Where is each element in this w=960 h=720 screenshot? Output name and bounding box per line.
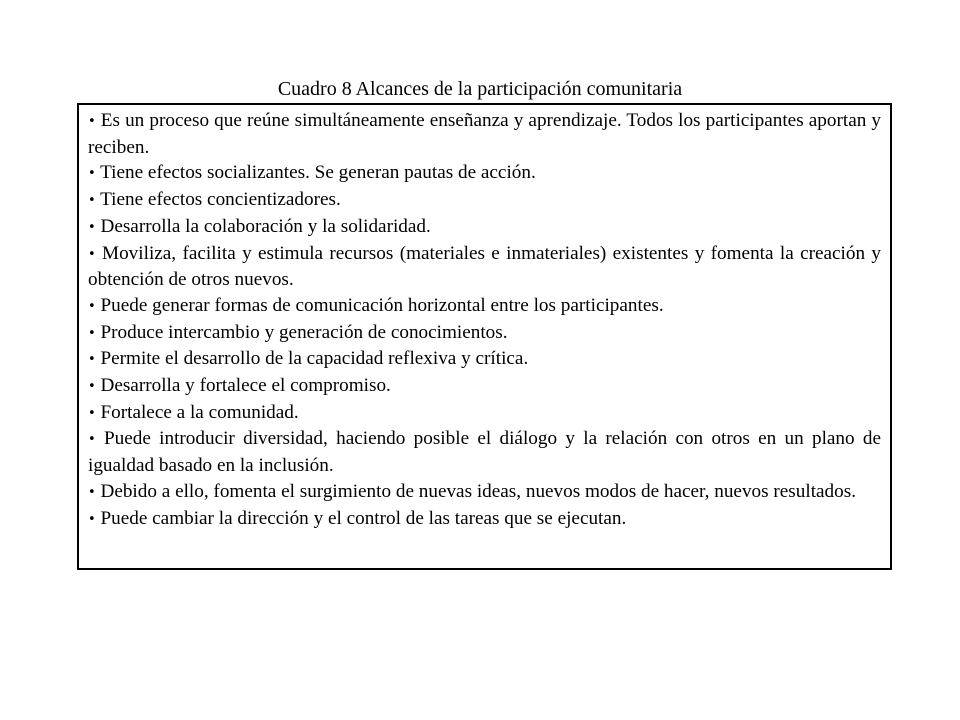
bullet-icon: • xyxy=(88,379,96,395)
list-item xyxy=(88,373,881,400)
list-item xyxy=(88,214,881,241)
list-item xyxy=(88,400,881,427)
list-item xyxy=(88,320,881,347)
list-item-text: Puede cambiar la dirección y el control de las tareas que se ejecutan. xyxy=(100,507,627,529)
list-item-text: Puede generar formas de comunicación horizontal entre los participantes. xyxy=(100,294,664,316)
list-item-text: Puede introducir diversidad, haciendo posible el diálogo y la relación con otros en un plano de igualdad basado en la inclusión. xyxy=(88,428,882,477)
bullet-icon: • xyxy=(88,193,96,209)
list-item xyxy=(88,479,881,506)
list-item-text: Fortalece a la comunidad. xyxy=(100,401,299,423)
list-item-text: Desarrolla y fortalece el compromiso. xyxy=(100,375,391,397)
bullet-icon: • xyxy=(88,246,96,262)
bullet-icon: • xyxy=(88,432,96,448)
list-item xyxy=(88,241,881,293)
list-item-text: Permite el desarrollo de la capacidad reflexiva y crítica. xyxy=(100,348,529,370)
list-item xyxy=(88,293,881,320)
bullet-icon: • xyxy=(88,484,96,500)
list-item-text: Desarrolla la colaboración y la solidaridad. xyxy=(100,215,431,237)
list-item-text: Moviliza, facilita y estimula recursos (materiales e inmateriales) existentes y fomenta la creación y obtención de otros nuevos. xyxy=(88,242,881,291)
table-caption: Cuadro 8 Alcances de la participación comunitaria xyxy=(277,78,683,100)
bullet-icon: • xyxy=(88,114,96,129)
list-item-text: Produce intercambio y generación de conocimientos. xyxy=(100,321,508,343)
list-item-text: Es un proceso que reúne simultáneamente enseñanza y aprendizaje. Todos los participantes aportan y reciben. xyxy=(88,110,881,158)
list-item xyxy=(88,506,881,533)
list-item xyxy=(88,160,881,187)
list-item xyxy=(88,187,881,214)
list-item-text: Debido a ello, fomenta el surgimiento de nuevas ideas, nuevos modos de hacer, nuevos resultados. xyxy=(100,480,856,502)
list-item-text: Tiene efectos concientizadores. xyxy=(100,189,341,211)
bullet-icon: • xyxy=(88,325,96,341)
bullet-icon: • xyxy=(88,298,96,314)
bullet-icon: • xyxy=(88,166,96,182)
list-item xyxy=(88,108,881,160)
bullet-icon: • xyxy=(88,511,96,527)
list-item xyxy=(88,426,881,478)
bullet-icon: • xyxy=(88,405,96,421)
bordered-box xyxy=(77,103,892,570)
bullet-list xyxy=(88,108,881,532)
bullet-icon: • xyxy=(88,219,96,235)
list-item-text: Tiene efectos socializantes. Se generan pautas de acción. xyxy=(100,162,536,184)
list-item xyxy=(88,346,881,373)
bullet-icon: • xyxy=(88,352,96,368)
